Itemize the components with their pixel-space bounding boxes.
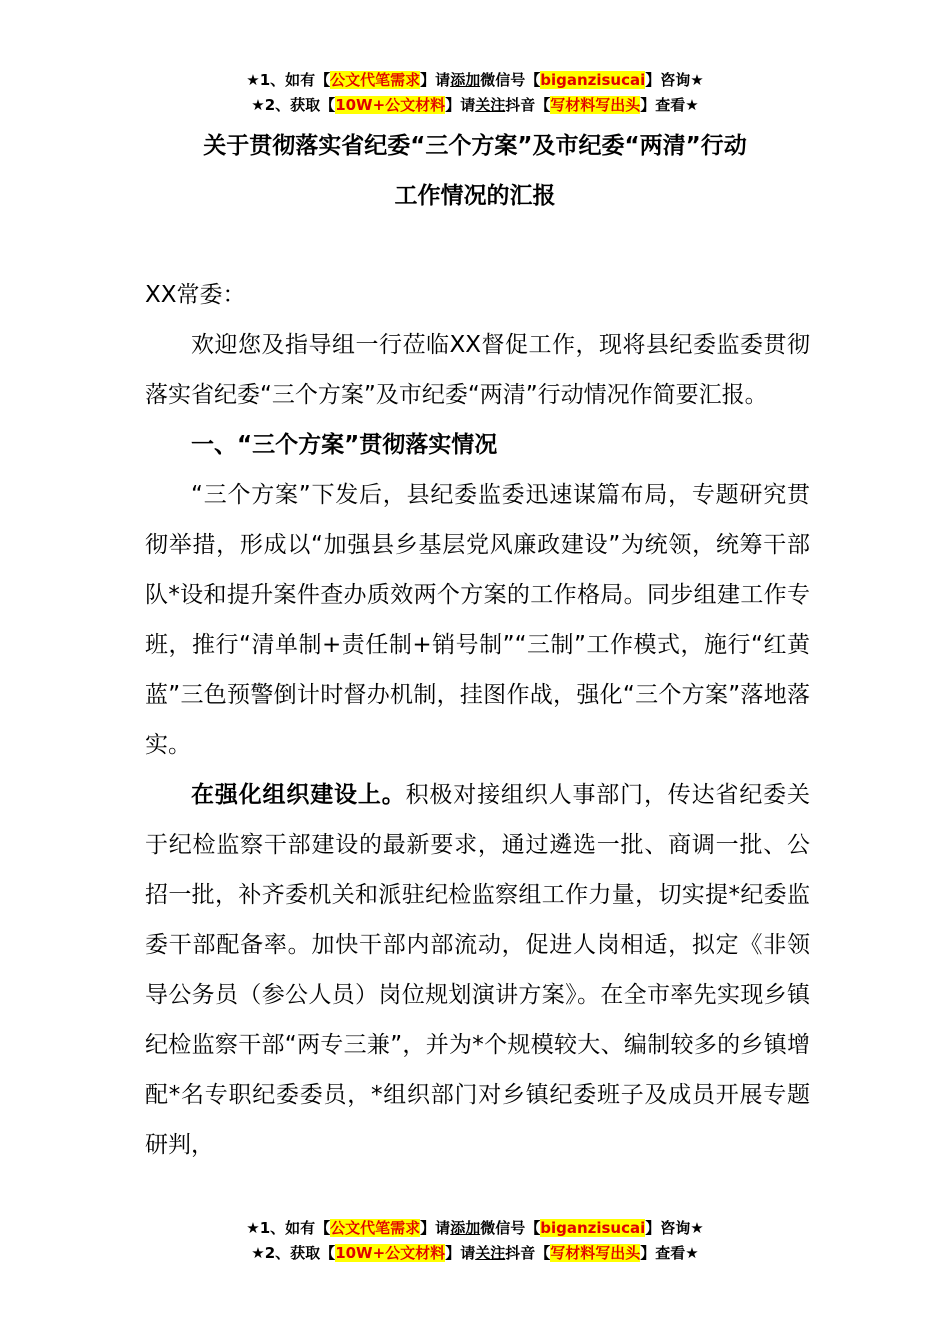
intro-paragraph: 欢迎您及指导组一行莅临XX督促工作，现将县纪委监委贯彻落实省纪委“三个方案”及市纪委“两清”行动情况作简要汇报。 [145, 332, 810, 408]
highlight-ghostwriting: 公文代笔需求 [330, 71, 421, 89]
banner-line-1: ★1、如有【公文代笔需求】请添加微信号【biganzisucai】咨询★ [246, 71, 704, 89]
section-1-paragraph-2 [145, 770, 810, 1170]
bottom-banner [0, 1216, 950, 1266]
section-1-paragraph-1: “三个方案”下发后，县纪委监委迅速谋篇布局，专题研究贯彻举措，形成以“加强县乡基层党风廉政建设”为统领，统筹干部队*设和提升案件查办质效两个方案的工作格局。同步组建工作专班，推行“清单制+责任制+销号制”“三制”工作模式，施行“红黄蓝”三色预警倒计时督办机制，挂图作战，强化“三个方案”落地落实。 [145, 482, 810, 758]
title-line-2: 工作情况的汇报 [394, 183, 556, 209]
salutation: XX常委： [145, 282, 246, 308]
banner-line-2: ★2、获取【10W+公文材料】请关注抖音【写材料写出头】查看★ [251, 96, 699, 114]
highlight-wechat-id: biganzisucai [540, 71, 646, 89]
highlight-materials: 10W+公文材料 [335, 1244, 446, 1262]
paragraph-lead: 在强化组织建设上。 [191, 782, 406, 808]
top-banner [0, 68, 950, 118]
banner-line-1: ★1、如有【公文代笔需求】请添加微信号【biganzisucai】咨询★ [246, 1219, 704, 1237]
banner-line-2: ★2、获取【10W+公文材料】请关注抖音【写材料写出头】查看★ [251, 1244, 699, 1262]
paragraph-body: 积极对接组织人事部门，传达省纪委关于纪检监察干部建设的最新要求，通过遴选一批、商调一批、公招一批，补齐委机关和派驻纪检监察组工作力量，切实提*纪委监委干部配备率。加快干部内部流动，促进人岗相适，拟定《非领导公务员（参公人员）岗位规划演讲方案》。在全市率先实现乡镇纪检监察干部“两专三兼”，并为*个规模较大、编制较多的乡镇增配*名专职纪委委员，*组织部门对乡镇纪委班子及成员开展专题研判， [145, 782, 811, 1158]
highlight-ghostwriting: 公文代笔需求 [330, 1219, 421, 1237]
highlight-douyin-account: 写材料写出头 [550, 1244, 641, 1262]
document-body [145, 270, 810, 1170]
section-1-heading: 一、“三个方案”贯彻落实情况 [191, 432, 498, 458]
title-line-1: 关于贯彻落实省纪委“三个方案”及市纪委“两清”行动 [203, 133, 747, 159]
document-title [0, 121, 950, 221]
highlight-douyin-account: 写材料写出头 [550, 96, 641, 114]
highlight-wechat-id: biganzisucai [540, 1219, 646, 1237]
highlight-materials: 10W+公文材料 [335, 96, 446, 114]
